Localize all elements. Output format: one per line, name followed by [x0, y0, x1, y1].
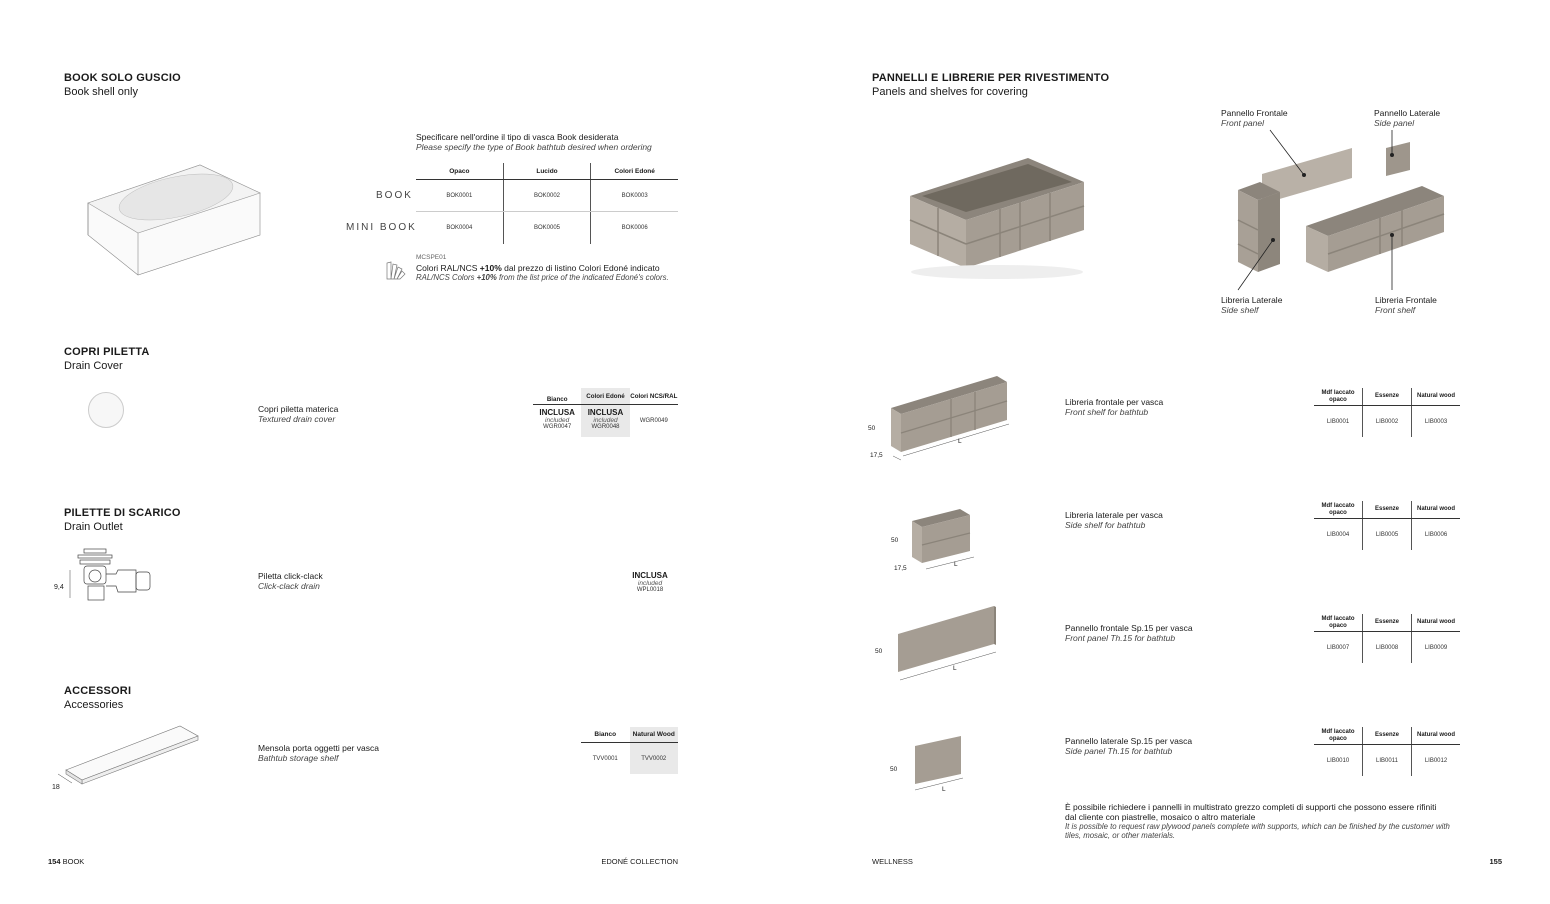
panels-title: PANNELLI E LIBRERIE PER RIVESTIMENTO — [872, 72, 1110, 84]
side-shelf-illustration — [900, 505, 980, 575]
callout-front-panel-en: Front panel — [1221, 118, 1264, 128]
table-cell: BOK0003 — [590, 180, 678, 211]
accessories-table — [581, 727, 678, 774]
header-natural-wood: Natural wood — [1411, 388, 1460, 405]
included-label: INCLUSA — [587, 408, 624, 417]
callout-side-shelf-en: Side shelf — [1221, 305, 1259, 315]
drain-cover-table — [533, 388, 678, 437]
callout-front-panel-it: Pannello Frontale — [1221, 108, 1288, 118]
drain-outlet-illustration — [66, 546, 160, 608]
callout-side-shelf — [1221, 295, 1282, 315]
drain-cover-subtitle: Drain Cover — [64, 360, 123, 372]
dim-length: L — [953, 665, 957, 672]
product-desc-en: Side panel Th.15 for bathtub — [1065, 746, 1173, 756]
table-cell: LIB0009 — [1411, 632, 1460, 663]
table-cell: BOK0004 — [446, 225, 473, 231]
product-desc — [1065, 736, 1192, 756]
accessories-desc — [258, 743, 379, 763]
header-natural-wood: Natural wood — [1411, 614, 1460, 631]
ral-en-post: from the list price of the indicated Edoné's colors. — [496, 273, 669, 282]
product-desc-en: Front shelf for bathtub — [1065, 407, 1149, 417]
included-label: INCLUSA — [539, 408, 575, 417]
code-wgr0048: WGR0048 — [591, 424, 620, 430]
footer-collection: EDONÉ COLLECTION — [601, 857, 678, 866]
header-colori-edone: Colori Edoné — [581, 388, 629, 404]
drain-outlet-desc-en: Click-clack drain — [258, 581, 320, 591]
book-note-en: Please specify the type of Book bathtub desired when ordering — [416, 142, 652, 152]
table-cell: BOK0006 — [590, 212, 678, 244]
header-mdf: Mdf laccato opaco — [1321, 390, 1355, 403]
code-wpl0018: WPL0018 — [636, 587, 664, 593]
panels-subtitle: Panels and shelves for covering — [872, 86, 1028, 98]
accessories-title: ACCESSORI — [64, 685, 132, 697]
table-cell: BOK0002 — [503, 180, 591, 211]
product-table — [1314, 501, 1460, 550]
plywood-note-en: It is possible to request raw plywood panels complete with supports, which can be finished by the customer with tiles, mosaic, or other materials. — [1065, 822, 1450, 840]
plywood-note — [1065, 802, 1450, 840]
callout-front-shelf-it: Libreria Frontale — [1375, 295, 1437, 305]
header-natural-wood: Natural Wood — [630, 727, 679, 742]
header-essenze: Essenze — [1362, 501, 1411, 518]
book-header-opaco: Opaco — [449, 167, 470, 175]
table-cell: LIB0006 — [1411, 519, 1460, 550]
dim-length: L — [942, 786, 946, 793]
ral-en-pre: RAL/NCS Colors — [416, 273, 477, 282]
product-table — [1314, 614, 1460, 663]
drain-cover-desc-it: Copri piletta materica — [258, 404, 339, 414]
accessories-desc-it: Mensola porta oggetti per vasca — [258, 743, 379, 753]
table-cell: LIB0011 — [1362, 745, 1411, 776]
callout-lines — [1210, 120, 1460, 300]
table-cell: BOK0001 — [446, 192, 473, 199]
included-label: INCLUSA — [632, 571, 668, 580]
accessories-desc-en: Bathtub storage shelf — [258, 753, 339, 763]
product-desc-it: Libreria frontale per vasca — [1065, 397, 1164, 407]
code-wgr0047: WGR0047 — [543, 424, 572, 430]
callout-side-shelf-it: Libreria Laterale — [1221, 295, 1283, 305]
book-header-lucido: Lucido — [503, 163, 591, 179]
product-desc — [1065, 397, 1163, 417]
footer-section-left: BOOK — [62, 857, 85, 866]
book-header-edone: Colori Edoné — [590, 163, 678, 179]
ral-it-pre: Colori RAL/NCS — [416, 263, 480, 273]
plywood-note-it: È possibile richiedere i pannelli in multistrato grezzo completi di supporti che possono essere rifiniti dal cliente con piastrelle, mosaico o altro materiale — [1065, 802, 1437, 822]
product-desc-it: Pannello laterale Sp.15 per vasca — [1065, 736, 1193, 746]
header-natural-wood: Natural wood — [1411, 501, 1460, 518]
product-desc — [1065, 623, 1193, 643]
table-cell: LIB0004 — [1326, 531, 1350, 538]
header-bianco: Bianco — [594, 731, 617, 738]
book-note-it: Specificare nell'ordine il tipo di vasca Book desiderata — [416, 132, 619, 142]
header-natural-wood: Natural wood — [1411, 727, 1460, 744]
drain-cover-illustration — [88, 392, 124, 428]
ral-en-bold: +10% — [476, 273, 497, 282]
callout-side-panel-en: Side panel — [1374, 118, 1415, 128]
table-cell: LIB0001 — [1326, 418, 1350, 425]
table-cell: LIB0010 — [1326, 757, 1350, 764]
drain-outlet-dimension: 9,4 — [54, 584, 64, 591]
product-desc-it: Libreria laterale per vasca — [1065, 510, 1163, 520]
dim-height: 50 — [868, 425, 876, 432]
left-footer — [48, 857, 84, 866]
page-number-left: 154 — [48, 857, 61, 866]
callout-side-panel — [1374, 108, 1440, 128]
code-wgr0049: WGR0049 — [639, 418, 668, 424]
callout-front-panel — [1221, 108, 1288, 128]
front-shelf-illustration — [885, 372, 1015, 462]
header-mdf: Mdf laccato opaco — [1321, 503, 1355, 516]
dim-height: 50 — [890, 766, 898, 773]
table-cell: BOK0005 — [503, 212, 591, 244]
product-desc-en: Front panel Th.15 for bathtub — [1065, 633, 1176, 643]
book-title: BOOK SOLO GUSCIO — [64, 72, 181, 84]
row-label-book: BOOK — [376, 190, 413, 201]
ral-it-bold: +10% — [479, 263, 502, 273]
callout-front-shelf — [1375, 295, 1437, 315]
ral-code: MCSPE01 — [416, 254, 447, 261]
dim-depth: 17,5 — [894, 565, 907, 572]
header-ncs-ral: Colori NCS/RAL — [630, 392, 678, 400]
bathtub-illustration — [60, 155, 270, 285]
shelf-dimension: 18 — [52, 784, 60, 791]
product-desc — [1065, 510, 1163, 530]
header-mdf: Mdf laccato opaco — [1321, 729, 1355, 742]
table-cell: LIB0007 — [1326, 644, 1350, 651]
dim-depth: 17,5 — [870, 452, 883, 459]
table-cell: LIB0003 — [1411, 406, 1460, 437]
product-desc-it: Pannello frontale Sp.15 per vasca — [1065, 623, 1193, 633]
product-table — [1314, 388, 1460, 437]
table-cell: LIB0008 — [1362, 632, 1411, 663]
code-tvv0001: TVV0001 — [592, 755, 618, 762]
front-panel-illustration — [890, 600, 1000, 685]
header-essenze: Essenze — [1362, 727, 1411, 744]
table-cell: LIB0005 — [1362, 519, 1411, 550]
book-subtitle: Book shell only — [64, 86, 138, 98]
storage-shelf-illustration — [50, 720, 210, 795]
ral-note — [416, 263, 696, 283]
side-panel-illustration — [905, 730, 975, 795]
included-en: included — [637, 580, 663, 587]
dim-height: 50 — [891, 537, 899, 544]
callout-front-shelf-en: Front shelf — [1375, 305, 1416, 315]
color-fan-icon — [384, 259, 406, 281]
drain-cover-title: COPRI PILETTA — [64, 346, 150, 358]
product-table — [1314, 727, 1460, 776]
footer-section-right: WELLNESS — [872, 857, 913, 866]
table-cell: LIB0012 — [1411, 745, 1460, 776]
product-desc-en: Side shelf for bathtub — [1065, 520, 1146, 530]
callout-side-panel-it: Pannello Laterale — [1374, 108, 1441, 118]
book-order-note — [416, 132, 686, 152]
dim-height: 50 — [875, 648, 883, 655]
included-en: included — [545, 417, 570, 424]
drain-cover-desc — [258, 404, 338, 424]
drain-outlet-subtitle: Drain Outlet — [64, 521, 123, 533]
code-tvv0002: TVV0002 — [630, 743, 679, 774]
drain-cover-desc-en: Textured drain cover — [258, 414, 336, 424]
included-en: included — [593, 417, 618, 424]
header-essenze: Essenze — [1362, 614, 1411, 631]
book-price-table — [416, 163, 678, 244]
row-label-mini-book: MINI BOOK — [346, 222, 417, 233]
header-essenze: Essenze — [1362, 388, 1411, 405]
drain-outlet-price — [624, 571, 676, 593]
accessories-subtitle: Accessories — [64, 699, 124, 711]
table-cell: LIB0002 — [1362, 406, 1411, 437]
ral-it-post: dal prezzo di listino Colori Edoné indicato — [501, 263, 660, 273]
drain-outlet-desc-it: Piletta click-clack — [258, 571, 323, 581]
assembled-shelves-illustration — [900, 150, 1090, 280]
drain-outlet-title: PILETTE DI SCARICO — [64, 507, 181, 519]
drain-outlet-desc — [258, 571, 323, 591]
dim-length: L — [958, 438, 962, 445]
header-bianco: Bianco — [546, 396, 568, 403]
header-mdf: Mdf laccato opaco — [1321, 616, 1355, 629]
page-number-right: 155 — [1489, 857, 1502, 866]
dim-length: L — [954, 561, 958, 568]
